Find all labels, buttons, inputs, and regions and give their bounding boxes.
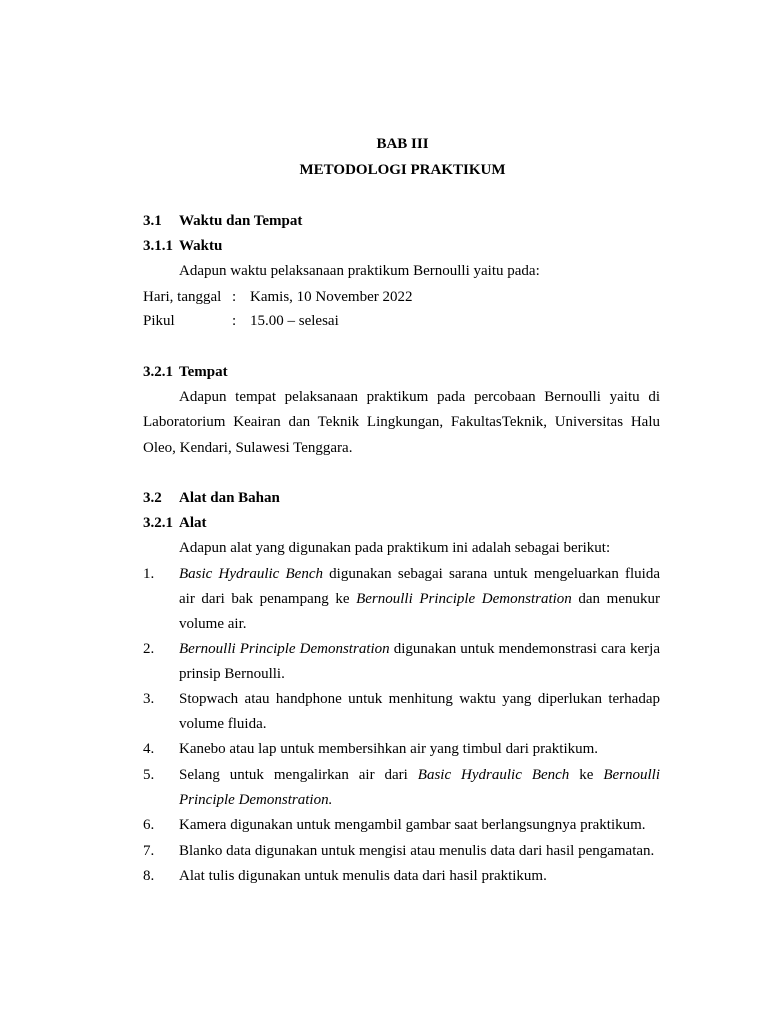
date-separator: :: [232, 289, 237, 305]
item-text: dan menukur: [571, 591, 660, 607]
section-3-1-1-title: Waktu: [179, 238, 223, 254]
list-item-line: volume fluida.: [179, 716, 267, 732]
section-alat-number: 3.2.1: [143, 515, 173, 531]
section-alat-title: Alat: [179, 515, 207, 531]
item-text: air dari bak penampang ke: [179, 591, 357, 607]
list-item-line: [179, 641, 660, 658]
section-3-1-title: Waktu dan Tempat: [179, 213, 303, 229]
equipment-name: Bernoulli: [603, 767, 660, 783]
list-item-line: volume air.: [179, 616, 247, 632]
tempat-line-3: Oleo, Kendari, Sulawesi Tenggara.: [143, 440, 353, 456]
list-item-line: Blanko data digunakan untuk mengisi atau menulis data dari hasil pengamatan.: [179, 843, 655, 859]
section-3-2-number: 3.2: [143, 490, 162, 506]
section-3-2-title: Alat dan Bahan: [179, 490, 280, 506]
section-3-1-1-number: 3.1.1: [143, 238, 173, 254]
alat-intro: Adapun alat yang digunakan pada praktikum ini adalah sebagai berikut:: [179, 540, 611, 556]
tempat-line-2: Laboratorium Keairan dan Teknik Lingkungan, FakultasTeknik, Universitas Halu: [143, 414, 660, 430]
list-item-number: 3.: [143, 691, 155, 707]
waktu-intro: Adapun waktu pelaksanaan praktikum Bernoulli yaitu pada:: [179, 263, 540, 279]
list-item-line: [179, 767, 660, 784]
list-item-line: prinsip Bernoulli.: [179, 666, 285, 682]
date-label: Hari, tanggal: [143, 289, 222, 305]
equipment-name: Basic Hydraulic Bench: [417, 767, 570, 783]
list-item-line: Kanebo atau lap untuk membersihkan air yang timbul dari praktikum.: [179, 741, 599, 757]
section-tempat-title: Tempat: [179, 364, 228, 380]
time-label: Pikul: [143, 313, 175, 329]
time-value: 15.00 – selesai: [250, 313, 339, 329]
section-3-1-number: 3.1: [143, 213, 162, 229]
list-item-number: 6.: [143, 817, 155, 833]
list-item-line: Stopwach atau handphone untuk menhitung waktu yang diperlukan terhadap: [179, 691, 660, 707]
list-item-number: 8.: [143, 868, 155, 884]
item-text: digunakan untuk mendemonstrasi cara kerja: [389, 641, 660, 657]
list-item-number: 5.: [143, 767, 155, 783]
chapter-label: BAB III: [376, 136, 429, 152]
section-tempat-number: 3.2.1: [143, 364, 173, 380]
list-item-line: [179, 566, 660, 583]
item-text: digunakan sebagai sarana untuk mengeluarkan fluida: [323, 566, 660, 582]
list-item-number: 1.: [143, 566, 155, 582]
date-value: Kamis, 10 November 2022: [250, 289, 413, 305]
list-item-line: Alat tulis digunakan untuk menulis data dari hasil praktikum.: [179, 868, 547, 884]
time-separator: :: [232, 313, 237, 329]
equipment-name: Bernoulli Principle Demonstration: [356, 591, 572, 607]
list-item-line: Principle Demonstration.: [179, 792, 333, 808]
list-item-number: 7.: [143, 843, 155, 859]
list-item-number: 4.: [143, 741, 155, 757]
equipment-name: Bernoulli Principle Demonstration: [179, 641, 390, 657]
list-item-number: 2.: [143, 641, 155, 657]
list-item-line: Kamera digunakan untuk mengambil gambar saat berlangsungnya praktikum.: [179, 817, 646, 833]
equipment-name: Basic Hydraulic Bench: [179, 566, 323, 582]
tempat-line-1: Adapun tempat pelaksanaan praktikum pada percobaan Bernoulli yaitu di: [179, 389, 660, 405]
item-text: ke: [569, 767, 604, 783]
chapter-title: METODOLOGI PRAKTIKUM: [299, 162, 506, 178]
list-item-line: [179, 591, 660, 608]
item-text: Selang untuk mengalirkan air dari: [179, 767, 418, 783]
